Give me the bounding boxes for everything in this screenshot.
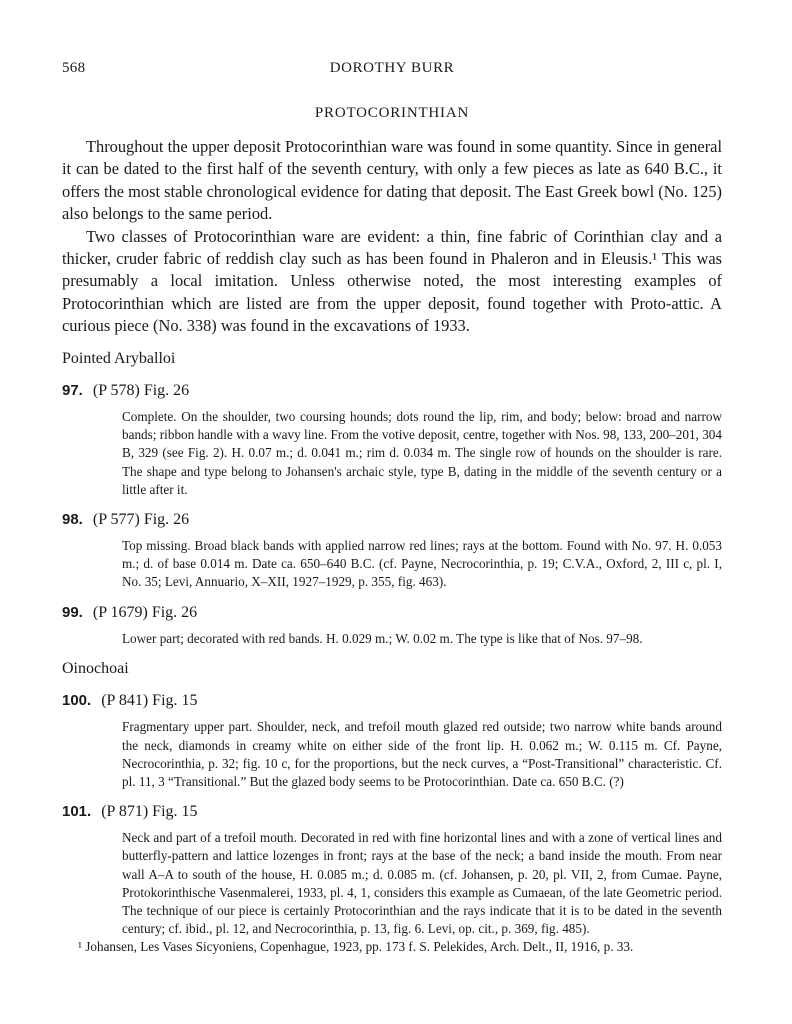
entry-description: Complete. On the shoulder, two coursing hounds; dots round the lip, rim, and body; below: broad and narrow bands; ribbon handle with a wavy line. From the votive deposit, centre, together with Nos. 98, 133, 200–201, 304 B, 329 (see Fig. 2). H. 0.07 m.; d. 0.041 m.; rim d. 0.034 m. The single row of hounds on the shoulder is rare. The shape and type belong to Johansen's archaic style, type B, dating in the middle of the seventh century or a little after it. — [122, 409, 722, 497]
paragraph: Two classes of Protocorinthian ware are evident: a thin, fine fabric of Corinthian clay and a thicker, cruder fabric of reddish clay such as has been found in Phaleron and in Eleusis.¹ This was presumably a local imitation. Unless otherwise noted, the most interesting examples of Protocorinthian which are listed are from the upper deposit, found together with Proto-attic. A curious piece (No. 338) was found in the excavations of 1933. — [62, 226, 722, 336]
paragraph: Throughout the upper deposit Protocorinthian ware was found in some quantity. Since in general it can be dated to the first half of the seventh century, with only a few pieces as late as 640 B.C., it offers the most stable chronological evidence for dating that deposit. The East Greek bowl (No. 125) also belongs to the same period. — [62, 137, 722, 224]
entry-number: 98. — [62, 511, 83, 529]
catalogue-entry — [62, 509, 722, 592]
entry-number: 100. — [62, 692, 92, 710]
entry-description: Lower part; decorated with red bands. H. 0.029 m.; W. 0.02 m. The type is like that of Nos. 97–98. — [122, 630, 643, 646]
catalogue-entry — [62, 801, 722, 938]
catalogue-entry — [62, 690, 722, 791]
entry-ref: (P 578) Fig. 26 — [92, 382, 190, 400]
entry-number: 101. — [62, 803, 92, 821]
entry-head — [62, 509, 722, 531]
entry-ref: (P 1679) Fig. 26 — [92, 603, 198, 621]
page-number: 568 — [62, 60, 86, 76]
section-title: PROTOCORINTHIAN — [314, 105, 470, 121]
page-header — [62, 60, 722, 84]
entry-number: 99. — [62, 603, 83, 621]
body-text — [62, 136, 722, 938]
entry-description: Fragmentary upper part. Shoulder, neck, and trefoil mouth glazed red outside; two narrow white bands around the neck, diamonds in creamy white on either side of the front lip. H. 0.062 m.; W. 0.115 m. Cf. Payne, Necrocorinthia, p. 32; fig. 10 c, for the proportions, but the neck curves, a “Post-Transitional” characteristic. Cf. pl. 11, 3 “Transitional.” But the glazed body seems to be Protocorinthian. Date ca. 650 B.C. (?) — [122, 719, 722, 789]
entry-description: Neck and part of a trefoil mouth. Decorated in red with fine horizontal lines and with a zone of vertical lines and butterfly-pattern and lattice lozenges in front; rays at the base of the neck; a band inside the mouth. From near wall A–A to south of the house, H. 0.085 m.; d. 0.085 m. (cf. Johansen, p. 20, pl. VII, 2, from Cumae. Payne, Protokorinthische Vasenmalerei, 1933, pl. 4, 1, considers this example as Cumaean, of the late Geometric period. The technique of our piece is certainly Protocorinthian and the rays indicate that it is to be dated in the seventh century; cf. ibid., pl. 12, and Necrocorinthia, p. 13, fig. 6. Levi, op. cit., p. 369, fig. 485). — [122, 830, 722, 937]
subhead-oinochoai: Oinochoai — [62, 659, 129, 677]
entry-number: 97. — [62, 382, 83, 400]
entry-head — [62, 380, 722, 402]
catalogue-entry — [62, 602, 722, 648]
entry-ref: (P 841) Fig. 15 — [101, 692, 198, 710]
footnote: ¹ Johansen, Les Vases Sicyoniens, Copenhague, 1923, pp. 173 f. S. Pelekides, Arch. Delt., II, 1916, p. 33. — [78, 939, 634, 954]
entry-head — [62, 690, 722, 712]
entry-head — [62, 801, 722, 823]
entry-head — [62, 602, 722, 624]
running-title: DOROTHY BURR — [329, 60, 455, 76]
entry-description: Top missing. Broad black bands with applied narrow red lines; rays at the bottom. Found with No. 97. H. 0.053 m.; d. of base 0.014 m. Date ca. 650–640 B.C. (cf. Payne, Necrocorinthia, p. 19; C.V.A., Oxford, 2, III c, pl. I, No. 35; Levi, Annuario, X–XII, 1927–1929, p. 355, fig. 463). — [122, 538, 722, 590]
entry-ref: (P 871) Fig. 15 — [101, 803, 198, 821]
catalogue-entry — [62, 380, 722, 499]
subhead-aryballoi: Pointed Aryballoi — [62, 349, 176, 367]
entry-ref: (P 577) Fig. 26 — [92, 511, 190, 529]
